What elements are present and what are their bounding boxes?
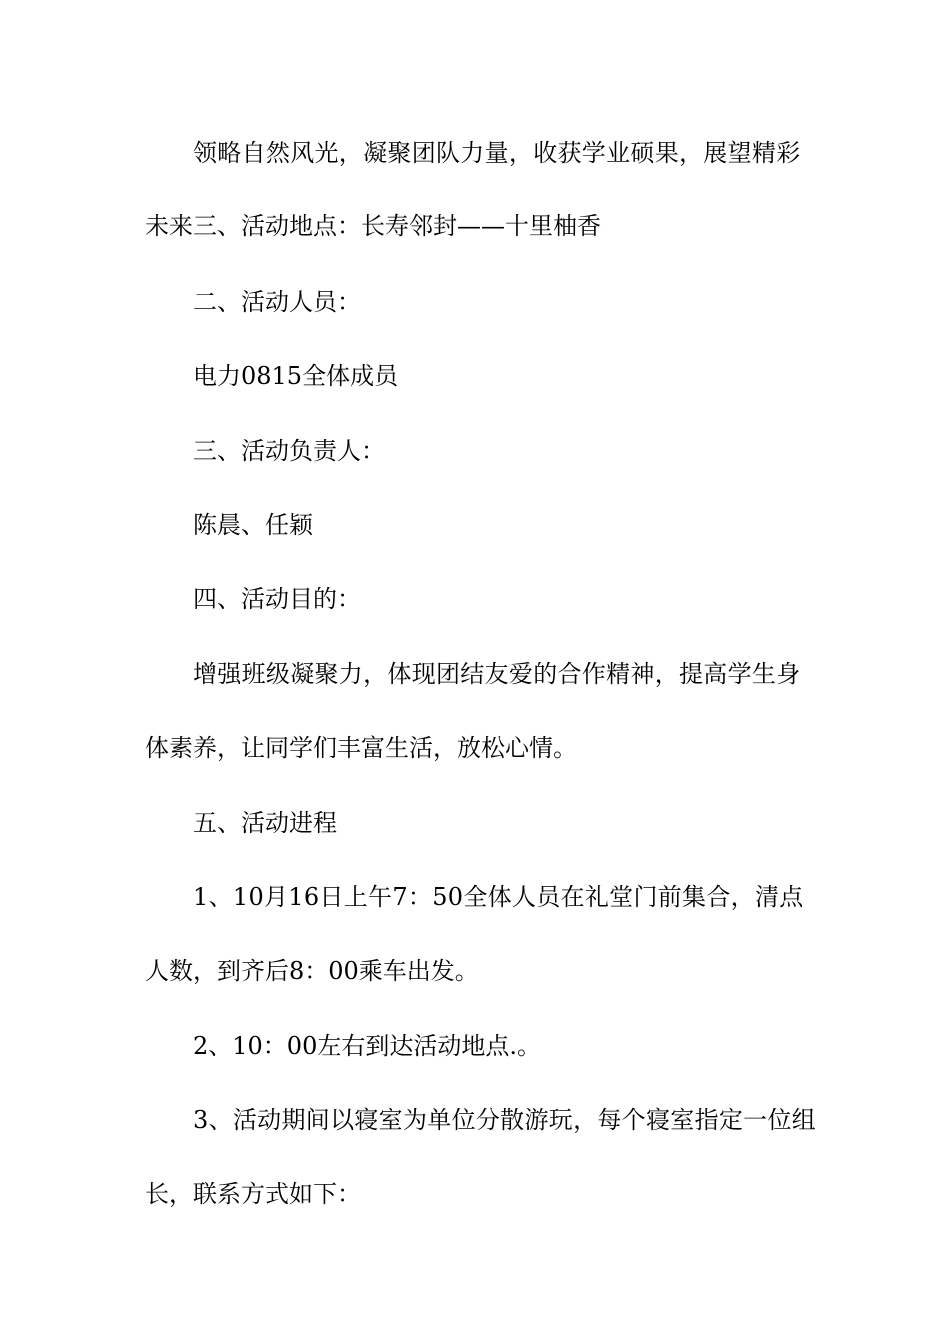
participants-text: 电力0815全体成员 bbox=[193, 362, 399, 390]
section-heading-participants: 二、活动人员： bbox=[193, 288, 361, 316]
section-heading-leaders: 三、活动负责人： bbox=[193, 437, 385, 465]
process-step-1-line-2: 人数，到齐后8：00乘车出发。 bbox=[145, 957, 479, 985]
paragraph-theme-line-2: 未来三、活动地点：长寿邻封——十里柚香 bbox=[145, 212, 601, 240]
process-step-1-line-1: 1、10月16日上午7：50全体人员在礼堂门前集合，清点 bbox=[193, 883, 804, 911]
paragraph-theme-line-1: 领略自然风光，凝聚团队力量，收获学业硕果，展望精彩 bbox=[193, 139, 801, 167]
purpose-text-line-1: 增强班级凝聚力，体现团结友爱的合作精神，提高学生身 bbox=[193, 660, 801, 688]
section-heading-purpose: 四、活动目的： bbox=[193, 585, 361, 613]
section-heading-process: 五、活动进程 bbox=[193, 809, 337, 837]
process-step-3-line-2: 长，联系方式如下： bbox=[145, 1180, 361, 1208]
process-step-2: 2、10：00左右到达活动地点.。 bbox=[193, 1032, 541, 1060]
purpose-text-line-2: 体素养，让同学们丰富生活，放松心情。 bbox=[145, 734, 577, 762]
leaders-text: 陈晨、任颖 bbox=[193, 511, 313, 539]
process-step-3-line-1: 3、活动期间以寝室为单位分散游玩，每个寝室指定一位组 bbox=[193, 1106, 817, 1134]
